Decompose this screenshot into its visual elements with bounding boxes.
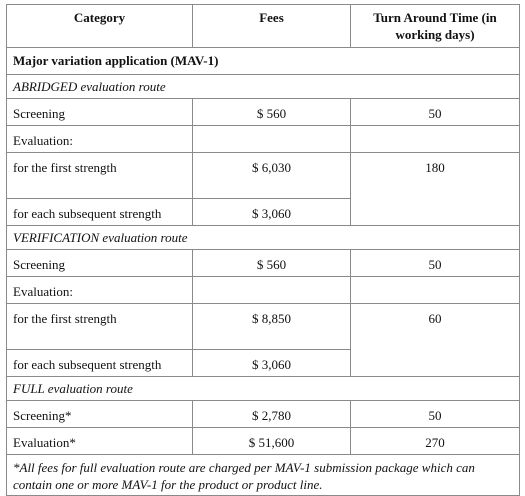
table-row bbox=[7, 428, 520, 455]
row-fee: $ 560 bbox=[193, 250, 351, 277]
row-label: for the first strength bbox=[7, 304, 193, 350]
row-label: Evaluation: bbox=[7, 277, 193, 304]
row-label: for the first strength bbox=[7, 153, 193, 199]
row-label: Evaluation: bbox=[7, 126, 193, 153]
row-label: Screening* bbox=[7, 401, 193, 428]
row-fee: $ 560 bbox=[193, 99, 351, 126]
table-row bbox=[7, 304, 520, 350]
route-row-verification bbox=[7, 226, 520, 250]
header-tat: Turn Around Time (in working days) bbox=[351, 5, 520, 48]
header-row bbox=[7, 5, 520, 48]
row-label: Evaluation* bbox=[7, 428, 193, 455]
row-label: for each subsequent strength bbox=[7, 199, 193, 226]
section-title: Major variation application (MAV-1) bbox=[7, 48, 520, 75]
row-fee: $ 3,060 bbox=[193, 350, 351, 377]
route-row-full bbox=[7, 377, 520, 401]
route-title-verification: VERIFICATION evaluation route bbox=[7, 226, 520, 250]
route-title-abridged: ABRIDGED evaluation route bbox=[7, 75, 520, 99]
row-tat: 270 bbox=[351, 428, 520, 455]
table-row bbox=[7, 250, 520, 277]
row-label: for each subsequent strength bbox=[7, 350, 193, 377]
row-fee: $ 8,850 bbox=[193, 304, 351, 350]
row-tat: 180 bbox=[351, 153, 520, 226]
fee-table bbox=[6, 4, 520, 496]
section-row bbox=[7, 48, 520, 75]
row-fee: $ 6,030 bbox=[193, 153, 351, 199]
row-tat: 50 bbox=[351, 250, 520, 277]
row-fee-empty bbox=[193, 277, 351, 304]
table-row bbox=[7, 126, 520, 153]
route-row-abridged bbox=[7, 75, 520, 99]
footnote-row bbox=[7, 455, 520, 496]
row-tat: 50 bbox=[351, 99, 520, 126]
row-fee: $ 3,060 bbox=[193, 199, 351, 226]
header-category: Category bbox=[7, 5, 193, 48]
row-fee: $ 2,780 bbox=[193, 401, 351, 428]
header-fees: Fees bbox=[193, 5, 351, 48]
table-row bbox=[7, 99, 520, 126]
table-row bbox=[7, 153, 520, 199]
table-row bbox=[7, 277, 520, 304]
row-label: Screening bbox=[7, 99, 193, 126]
row-tat-empty bbox=[351, 277, 520, 304]
footnote-text: *All fees for full evaluation route are charged per MAV-1 submission package which can contain one or more MAV-1 for the product or product line. bbox=[7, 455, 520, 496]
table-row bbox=[7, 401, 520, 428]
row-fee: $ 51,600 bbox=[193, 428, 351, 455]
route-title-full: FULL evaluation route bbox=[7, 377, 520, 401]
row-tat-empty bbox=[351, 126, 520, 153]
row-tat: 50 bbox=[351, 401, 520, 428]
row-tat: 60 bbox=[351, 304, 520, 377]
row-fee-empty bbox=[193, 126, 351, 153]
row-label: Screening bbox=[7, 250, 193, 277]
